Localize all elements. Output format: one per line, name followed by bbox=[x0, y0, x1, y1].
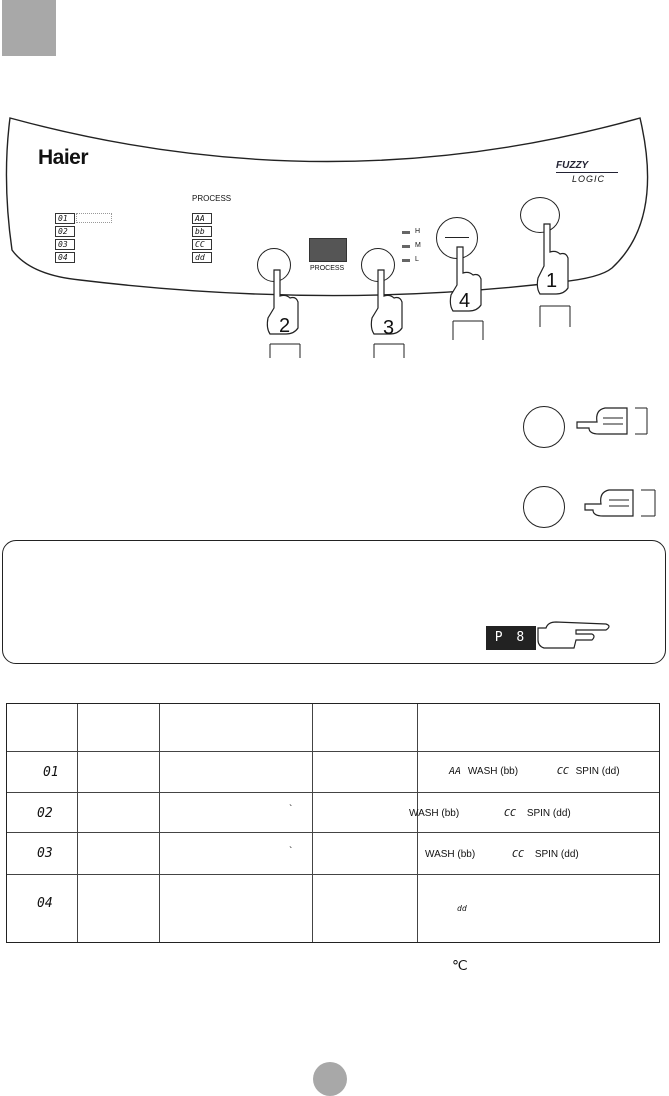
pointing-hand-icon bbox=[575, 486, 665, 520]
table-row-desc: WASH (bb) CC SPIN (dd) bbox=[425, 849, 579, 860]
table-row-code: 02 bbox=[37, 806, 53, 821]
pointing-hand-icon bbox=[264, 268, 304, 358]
display-label: PROCESS bbox=[310, 265, 345, 272]
program-code: 03 bbox=[55, 239, 75, 250]
hand-number: 3 bbox=[383, 317, 395, 339]
program-code-list bbox=[55, 213, 75, 263]
level-label: H bbox=[415, 228, 421, 235]
page-number-badge bbox=[313, 1062, 347, 1096]
table-row-mark: ` bbox=[289, 846, 293, 857]
brand-logo: Haier bbox=[38, 146, 89, 169]
level-label: L bbox=[415, 256, 419, 263]
level-led-h bbox=[402, 231, 410, 234]
program-table bbox=[6, 703, 660, 943]
table-row-desc: dd bbox=[457, 904, 467, 913]
hand-number: 1 bbox=[546, 270, 558, 292]
level-led-l bbox=[402, 259, 410, 262]
program-code: 02 bbox=[55, 226, 75, 237]
pointing-hand-icon bbox=[575, 404, 655, 438]
table-row-code: 04 bbox=[37, 896, 53, 911]
process-code: bb bbox=[192, 226, 212, 237]
process-heading: PROCESS bbox=[192, 194, 232, 203]
level-label: M bbox=[415, 242, 421, 249]
pointing-hand-icon bbox=[536, 618, 616, 652]
program-code: 01 bbox=[55, 213, 75, 224]
process-code: AA bbox=[192, 213, 212, 224]
footnote-unit: ℃ bbox=[452, 957, 468, 973]
press-button-illustration bbox=[523, 406, 565, 448]
table-row-desc: WASH (bb) CC SPIN (dd) bbox=[409, 808, 571, 819]
fuzzy-logic-line1: FUZZY bbox=[556, 160, 589, 171]
process-code-list bbox=[192, 213, 212, 263]
pointing-hand-icon bbox=[368, 268, 408, 358]
fuzzy-logic-line2: LOGIC bbox=[572, 174, 606, 184]
table-row-code: 01 bbox=[43, 765, 59, 780]
program-code: 04 bbox=[55, 252, 75, 263]
process-code: dd bbox=[192, 252, 212, 263]
fuzzy-logic-logo bbox=[556, 160, 618, 184]
display-reading: P 8 bbox=[486, 626, 536, 650]
led-display bbox=[309, 238, 347, 262]
process-code: CC bbox=[192, 239, 212, 250]
dotted-separator bbox=[76, 213, 112, 223]
table-row-mark: ` bbox=[289, 804, 293, 815]
level-led-m bbox=[402, 245, 410, 248]
hand-number: 4 bbox=[459, 290, 471, 312]
hand-number: 2 bbox=[279, 315, 291, 337]
table-row-desc: AA WASH (bb) CC SPIN (dd) bbox=[449, 766, 620, 777]
press-button-illustration bbox=[523, 486, 565, 528]
table-row-code: 03 bbox=[37, 846, 53, 861]
section-marker bbox=[2, 0, 56, 56]
